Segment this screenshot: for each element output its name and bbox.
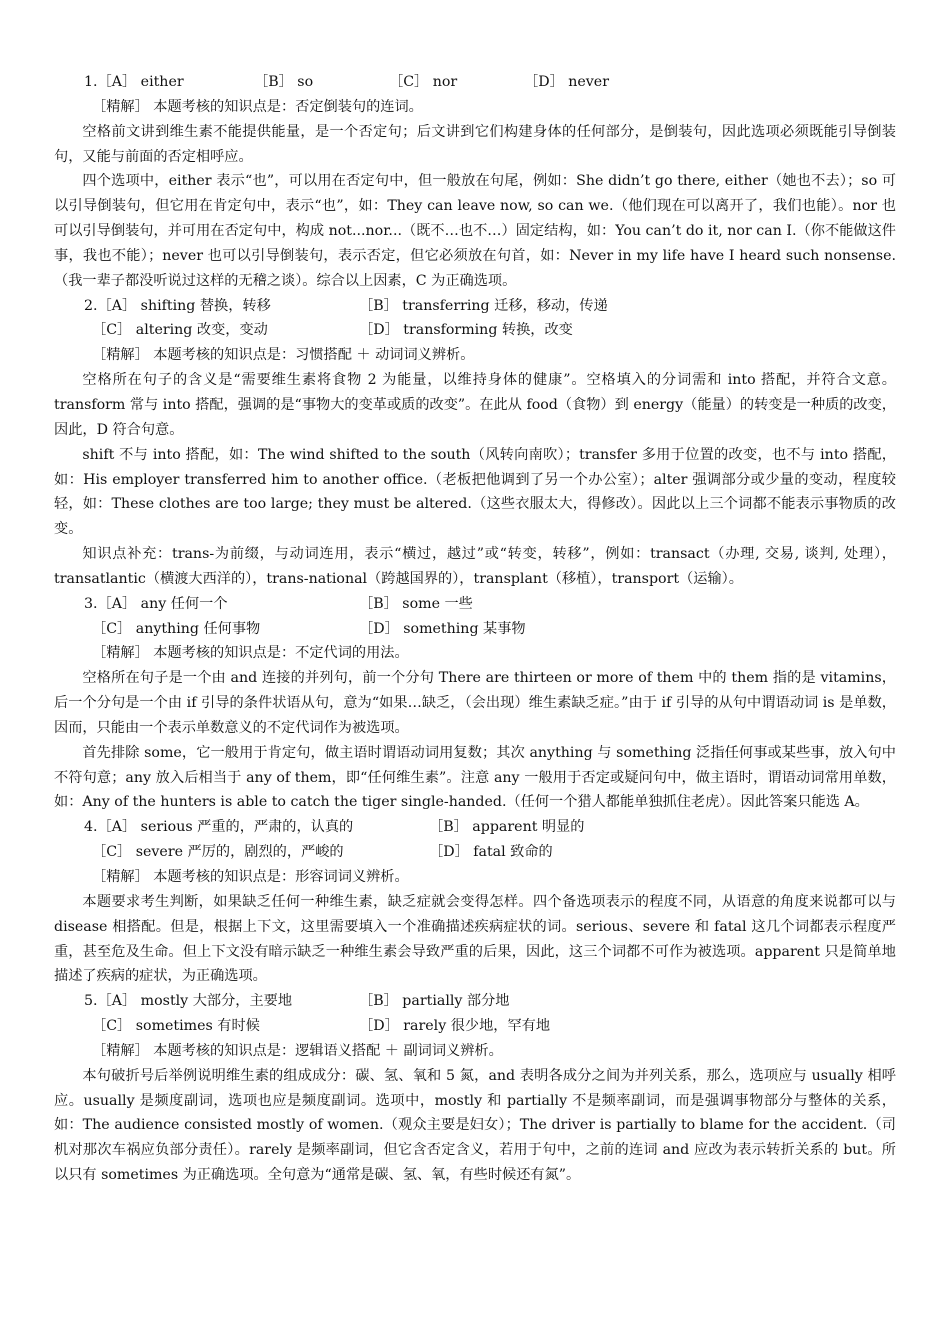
q4-analysis: ［精解］ 本题考核的知识点是：形容词词义辨析。 <box>92 869 409 885</box>
q1-paragraph: 四个选项中，either 表示“也”，可以用在否定句中，但一般放在句尾，例如：She didn’t go there, either（她也不去）；so 可以引导倒装句，但它用在肯定句中，表示“也”，如：They can leave now, so can we.（他们现在可以离开了，我们也能）。nor 也可以引导倒装句，并可用在否定句中，构成 not...nor...（既不…也不…）固定结构，如：You can’t do it, nor can I.（你不能做这件事，我也不能）；never 也可以引导倒装句，表示否定，但它必须放在句首，如：Never in my life have I heard such nonsense.（我一辈子都没听说过这样的无稽之谈）。综合以上因素，C 为正确选项。 <box>54 173 896 289</box>
q1-paragraph: 空格前文讲到维生素不能提供能量，是一个否定句；后文讲到它们构建身体的任何部分，是倒装句，因此选项必须既能引导倒装句，又能与前面的否定相呼应。 <box>54 123 896 165</box>
q3-option-d: ［D］ something 某事物 <box>359 620 526 637</box>
q2-option-d: ［D］ transforming 转换，改变 <box>359 322 573 339</box>
q4-paragraph: 本题要求考生判断，如果缺乏任何一种维生素，缺乏症就会变得怎样。四个备选项表示的程度不同，从语意的角度来说都可以与 disease 相搭配。但是，根据上下文，这里需要填入一个准确描述疾病症状的词。serious、severe 和 fatal 这几个词都表示程度严重，甚至危及生命。但上下文没有暗示缺乏一种维生素会导致严重的后果，因此，这三个词都不可作为被选项。apparent 只是简单地描述了疾病的症状，为正确选项。 <box>54 893 896 985</box>
q5-options <box>54 989 896 1039</box>
q2-paragraph: shift 不与 into 搭配，如：The wind shifted to the south（风转向南吹）；transfer 多用于位置的改变，也不与 into 搭配，如：His employer transferred him to another office.（老板把他调到了另一个办公室）；alter 强调部分或少量的变动，程度较轻，如：These clothes are too large; they must be altered.（这些衣服太大，得修改）。因此以上三个词都不能表示事物质的改变。 <box>54 446 896 538</box>
q3-option-b: ［B］ some 一些 <box>359 595 473 612</box>
q2-paragraph: 知识点补充：trans-为前缀，与动词连用，表示“横过，越过”或“转变，转移”，例如：transact（办理, 交易, 谈判, 处理），transatlantic（横渡大西洋的），trans-national（跨越国界的），transplant（移植），transport（运输）。 <box>54 546 896 587</box>
q3-paragraph: 首先排除 some，它一般用于肯定句，做主语时谓语动词用复数；其次 anything 与 something 泛指任何事或某些事，放入句中不符句意；any 放入后相当于 any of them，即“任何维生素”。注意 any 一般用于否定或疑问句中，做主语时，谓语动词常用单数，如：Any of the hunters is able to catch the tiger single-handed.（任何一个猎人都能单独抓住老虎）。因此答案只能选 A。 <box>54 744 896 811</box>
q4-option-a: 4.［A］ serious 严重的，严肃的，认真的 <box>84 819 354 836</box>
q5-option-b: ［B］ partially 部分地 <box>359 993 510 1010</box>
q5-option-c: ［C］ sometimes 有时候 <box>92 1018 260 1035</box>
q3-options <box>54 592 896 642</box>
q1-option-d: ［D］ never <box>524 74 609 90</box>
q4-option-c: ［C］ severe 严厉的，剧烈的，严峻的 <box>92 844 344 861</box>
q2-analysis: ［精解］ 本题考核的知识点是：习惯搭配 ＋ 动词词义辨析。 <box>92 347 475 364</box>
q3-option-c: ［C］ anything 任何事物 <box>92 620 261 637</box>
q1-option-c: ［C］ nor <box>389 74 458 90</box>
q3-analysis: ［精解］ 本题考核的知识点是：不定代词的用法。 <box>92 645 409 662</box>
q5-analysis: ［精解］ 本题考核的知识点是：逻辑语义搭配 ＋ 副词词义辨析。 <box>92 1042 503 1059</box>
q2-option-c: ［C］ altering 改变，变动 <box>92 322 268 339</box>
q5-option-d: ［D］ rarely 很少地，罕有地 <box>359 1018 551 1035</box>
q3-option-a: 3.［A］ any 任何一个 <box>84 595 228 612</box>
q4-option-d: ［D］ fatal 致命的 <box>429 844 553 861</box>
q1-analysis: ［精解］ 本题考核的知识点是：否定倒装句的连词。 <box>92 98 423 115</box>
q2-option-b: ［B］ transferring 迁移，移动，传递 <box>359 297 608 314</box>
q3-paragraph: 空格所在句子是一个由 and 连接的并列句，前一个分句 There are thirteen or more of them 中的 them 指的是 vitamins，后一个分句是一个由 if 引导的条件状语从句，意为“如果…缺乏，（会出现）维生素缺乏症。”由于 if 引导的从句中谓语动词 is 是单数，因而，只能由一个表示单数意义的不定代词作为被选项。 <box>54 670 896 736</box>
q2-paragraph: 空格所在句子的含义是“需要维生素将食物 2 为能量，以维持身体的健康”。空格填入的分词需和 into 搭配，并符合文意。transform 常与 into 搭配，强调的是“事物大的变革或质的改变”。在此从 food（食物）到 energy（能量）的转变是一种质的改变，因此，D 符合句意。 <box>54 372 896 438</box>
q1-option-a: 1.［A］ either <box>84 74 184 90</box>
q2-options <box>54 294 896 344</box>
q4-options <box>54 815 896 865</box>
document-page <box>54 70 896 1188</box>
q5-option-a: 5.［A］ mostly 大部分，主要地 <box>84 993 293 1010</box>
q1-options <box>54 70 896 95</box>
q4-option-b: ［B］ apparent 明显的 <box>429 819 585 836</box>
q1-option-b: ［B］ so <box>254 74 314 90</box>
q2-option-a: 2.［A］ shifting 替换，转移 <box>84 297 271 314</box>
q5-paragraph: 本句破折号后举例说明维生素的组成成分：碳、氢、氧和 5 氮，and 表明各成分之间为并列关系，那么，选项应与 usually 相呼应。usually 是频度副词，选项也应是频度副词。选项中，mostly 和 partially 不是频率副词，而是强调事物部分与整体的关系，如：The audience consisted mostly of women.（观众主要是妇女）；The driver is partially to blame for the accident.（司机对那次车祸应负部分责任）。rarely 是频率副词，但它含否定含义，若用于句中，之前的连词 and 应改为表示转折关系的 but。所以只有 sometimes 为正确选项。全句意为“通常是碳、氢、氧，有些时候还有氮”。 <box>54 1067 896 1184</box>
